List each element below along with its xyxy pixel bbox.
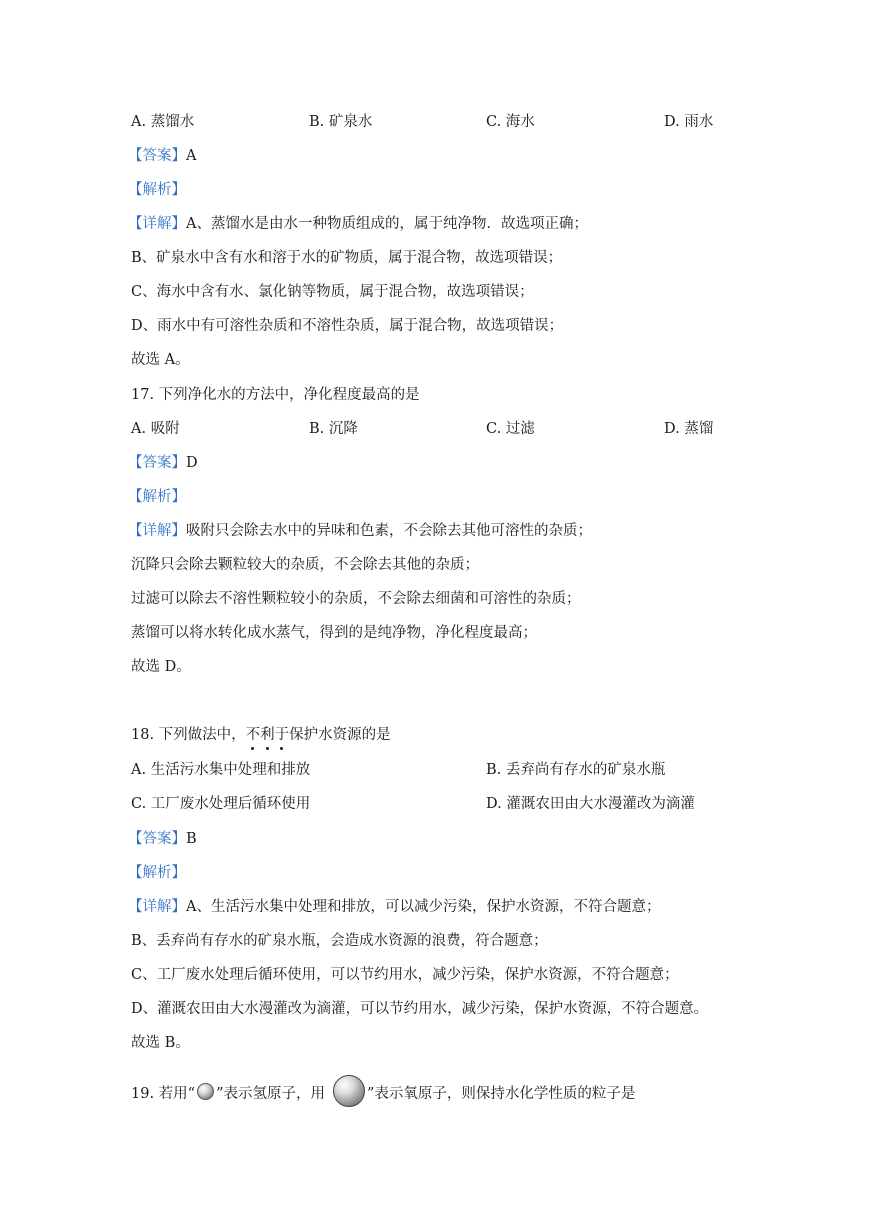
answer-value: B [186, 831, 197, 847]
hydrogen-atom-icon [197, 1083, 214, 1100]
detail-text: 吸附只会除去水中的异味和色素，不会除去其他可溶性的杂质； [186, 523, 592, 539]
emphasis-char: 不 [245, 727, 261, 743]
q17-detail-3: 过滤可以除去不溶性颗粒较小的杂质，不会除去细菌和可溶性的杂质； [131, 591, 581, 607]
q17-detail-4: 蒸馏可以将水转化成水蒸气，得到的是纯净物，净化程度最高； [131, 625, 537, 641]
q18-option-b: B. 丢弃尚有存水的矿泉水瓶 [486, 762, 666, 778]
q17-answer [128, 453, 198, 473]
q19-stem-b: ”表示氢原子，用 [216, 1086, 326, 1102]
q18-analysis [128, 863, 186, 883]
q18-stem [131, 725, 391, 745]
analysis-tag: 【解析】 [128, 489, 186, 505]
detail-tag: 【详解】 [128, 899, 186, 915]
q18-stem-pre: 18. 下列做法中， [131, 727, 246, 743]
q16-answer [128, 146, 196, 166]
q16-option-b: B. 矿泉水 [309, 114, 373, 130]
answer-value: D [186, 455, 198, 471]
q16-detail-1 [128, 214, 588, 234]
q17-analysis [128, 487, 186, 507]
answer-value: A [186, 148, 197, 164]
answer-tag: 【答案】 [128, 148, 186, 164]
emphasis-char: 于 [274, 727, 290, 743]
q17-option-b: B. 沉降 [309, 421, 358, 437]
q19-stem [131, 1075, 635, 1107]
q17-detail-1 [128, 521, 592, 541]
analysis-tag: 【解析】 [128, 182, 186, 198]
detail-tag: 【详解】 [128, 216, 186, 232]
q16-detail-5: 故选 A。 [131, 352, 190, 368]
q17-option-c: C. 过滤 [486, 421, 535, 437]
detail-text: A、蒸馏水是由水一种物质组成的，属于纯净物．故选项正确； [186, 216, 588, 232]
q17-detail-5: 故选 D。 [131, 659, 191, 675]
q16-detail-2: B、矿泉水中含有水和溶于水的矿物质，属于混合物，故选项错误； [131, 250, 563, 266]
q18-stem-post: 保护水资源的是 [289, 727, 391, 743]
q16-detail-4: D、雨水中有可溶性杂质和不溶性杂质，属于混合物，故选项错误； [131, 318, 564, 334]
q18-answer [128, 829, 197, 849]
q16-option-d: D. 雨水 [664, 114, 714, 130]
q18-option-c: C. 工厂废水处理后循环使用 [131, 796, 311, 812]
q17-option-d: D. 蒸馏 [664, 421, 714, 437]
detail-text: A、生活污水集中处理和排放，可以减少污染，保护水资源，不符合题意； [186, 899, 661, 915]
q17-option-a: A. 吸附 [131, 421, 180, 437]
q18-option-d: D. 灌溉农田由大水漫灌改为滴灌 [486, 796, 695, 812]
q16-option-a: A. 蒸馏水 [131, 114, 195, 130]
q18-detail-4: D、灌溉农田由大水漫灌改为滴灌，可以节约用水，减少污染，保护水资源，不符合题意。 [131, 1001, 709, 1017]
q19-stem-a: 19. 若用“ [131, 1086, 196, 1102]
q16-option-c: C. 海水 [486, 114, 535, 130]
q16-analysis [128, 180, 186, 200]
q16-detail-3: C、海水中含有水、氯化钠等物质，属于混合物，故选项错误； [131, 284, 534, 300]
oxygen-atom-icon [333, 1075, 365, 1107]
q17-stem: 17. 下列净化水的方法中，净化程度最高的是 [131, 387, 420, 403]
answer-tag: 【答案】 [128, 455, 186, 471]
q18-detail-3: C、工厂废水处理后循环使用，可以节约用水，减少污染，保护水资源，不符合题意； [131, 967, 679, 983]
q18-detail-5: 故选 B。 [131, 1035, 190, 1051]
q18-detail-1 [128, 897, 660, 917]
q18-option-a: A. 生活污水集中处理和排放 [131, 762, 311, 778]
emphasis-char: 利 [260, 727, 275, 743]
answer-tag: 【答案】 [128, 831, 186, 847]
q18-detail-2: B、丢弃尚有存水的矿泉水瓶，会造成水资源的浪费，符合题意； [131, 933, 548, 949]
q19-stem-c: ”表示氧原子，则保持水化学性质的粒子是 [367, 1086, 636, 1102]
q17-detail-2: 沉降只会除去颗粒较大的杂质，不会除去其他的杂质； [131, 557, 479, 573]
analysis-tag: 【解析】 [128, 865, 186, 881]
detail-tag: 【详解】 [128, 523, 186, 539]
